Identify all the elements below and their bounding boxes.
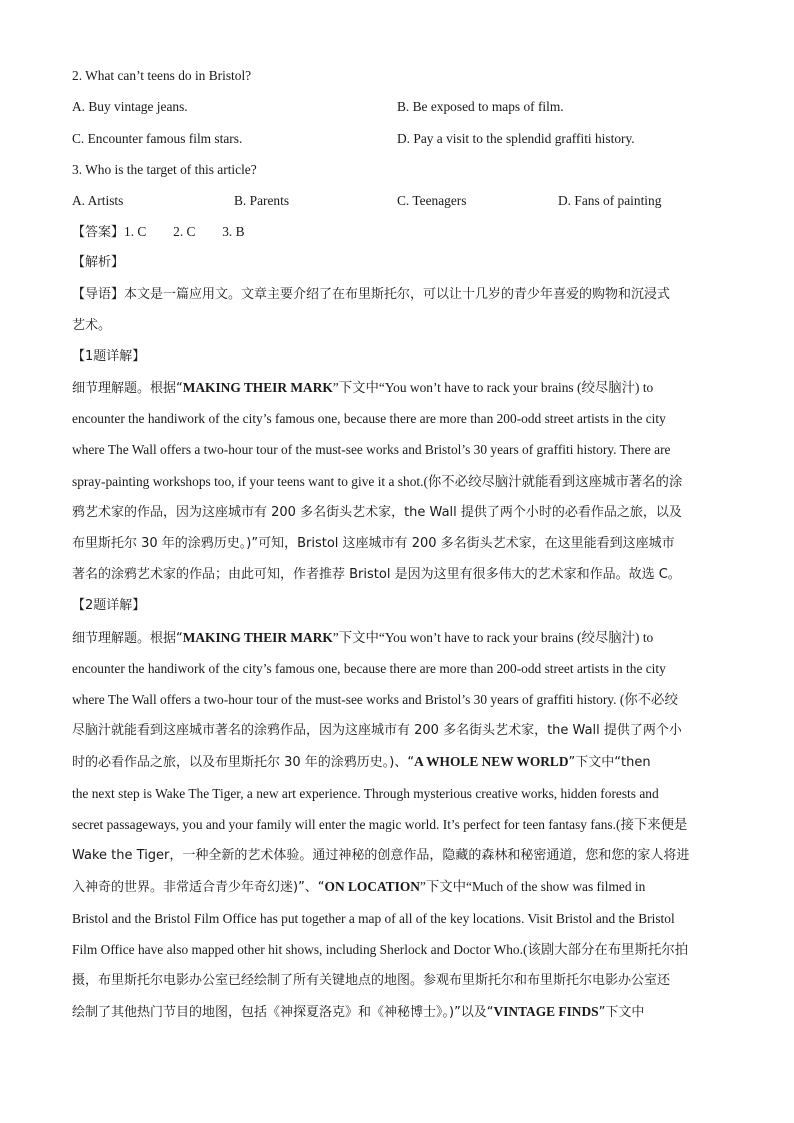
q2-detail-line-12: 摄，布里斯托尔电影办公室已经绘制了所有关键地点的地图。参观布里斯托尔和布里斯托尔电影办公室还 — [72, 973, 671, 988]
q2-line5-pre: 时的必看作品之旅，以及布里斯托尔 30 年的涂鸦历史。)、“ — [72, 755, 415, 770]
q2-line1-pre: 细节理解题。根据“ — [72, 631, 183, 646]
answer-values: 1. C 2. C 3. B — [124, 224, 245, 239]
q1-detail-line-3: where The Wall offers a two-hour tour of the must-see works and Bristol’s 30 years of graffiti history. There are — [72, 442, 671, 457]
question-2-option-d: D. Pay a visit to the splendid graffiti history. — [397, 131, 635, 146]
q2-line13-bold: VINTAGE FINDS — [493, 1004, 599, 1019]
q1-detail-heading: 【1题详解】 — [72, 349, 146, 364]
q2-line5-post: ”下文中“then — [568, 755, 651, 770]
question-2-option-b: B. Be exposed to maps of film. — [397, 99, 564, 114]
answer-line — [72, 223, 245, 242]
q2-line9-pre: 入神奇的世界。非常适合青少年奇幻迷)”、“ — [72, 880, 325, 895]
q1-line1-post: ”下文中“You won’t have to rack your brains (绞尽脑汁) to — [332, 380, 654, 395]
q2-detail-line-7: secret passageways, you and your family will enter the magic world. It’s perfect for teen fantasy fans.(接下来便是 — [72, 817, 688, 832]
q2-line1-post: ”下文中“You won’t have to rack your brains (绞尽脑汁) to — [332, 630, 654, 645]
q2-line9-bold: ON LOCATION — [324, 879, 420, 894]
q2-detail-line-3: where The Wall offers a two-hour tour of the must-see works and Bristol’s 30 years of graffiti history. (你不必绞 — [72, 692, 678, 707]
q2-detail-heading: 【2题详解】 — [72, 598, 146, 613]
question-3-option-c: C. Teenagers — [397, 193, 467, 208]
intro-text-1: 本文是一篇应用文。文章主要介绍了在布里斯托尔，可以让十几岁的青少年喜爱的购物和沉浸式 — [124, 287, 671, 302]
intro-line-2: 艺术。 — [72, 318, 112, 333]
question-2-option-c: C. Encounter famous film stars. — [72, 131, 243, 146]
intro-line-1 — [72, 286, 670, 304]
q1-detail-line-2: encounter the handiwork of the city’s famous one, because there are more than 200-odd street artists in the city — [72, 411, 666, 426]
q1-detail-line-4: spray-painting workshops too, if your teens want to give it a shot.(你不必绞尽脑汁就能看到这座城市著名的涂 — [72, 474, 683, 489]
q1-detail-line-5: 鸦艺术家的作品，因为这座城市有 200 多名街头艺术家，the Wall 提供了两个小时的必看作品之旅，以及 — [72, 505, 682, 520]
q2-detail-line-13 — [72, 1003, 644, 1022]
q2-line13-post: ”下文中 — [598, 1005, 645, 1020]
analysis-label: 【解析】 — [72, 255, 125, 270]
q1-line1-bold: MAKING THEIR MARK — [182, 380, 333, 395]
q2-detail-line-4: 尽脑汁就能看到这座城市著名的涂鸦作品，因为这座城市有 200 多名街头艺术家，the Wall 提供了两个小 — [72, 723, 682, 738]
q2-detail-line-8: Wake the Tiger，一种全新的艺术体验。通过神秘的创意作品，隐藏的森林和秘密通道，您和您的家人将进 — [72, 848, 690, 863]
question-3-option-a: A. Artists — [72, 193, 124, 208]
q2-detail-line-1 — [72, 629, 653, 648]
q1-detail-line-1 — [72, 379, 653, 398]
q1-line1-pre: 细节理解题。根据“ — [72, 381, 183, 396]
q2-line5-bold: A WHOLE NEW WORLD — [414, 754, 569, 769]
answer-label: 【答案】 — [72, 225, 125, 240]
q2-line13-pre: 绘制了其他热门节目的地图，包括《神探夏洛克》和《神秘博士》。)”以及“ — [72, 1005, 494, 1020]
q2-line9-post: ”下文中“Much of the show was filmed in — [419, 879, 646, 894]
question-3-option-b: B. Parents — [234, 193, 290, 208]
question-2-stem: 2. What can’t teens do in Bristol? — [72, 68, 252, 83]
intro-label: 【导语】 — [72, 287, 125, 302]
question-3-stem: 3. Who is the target of this article? — [72, 162, 257, 177]
q1-detail-line-6: 布里斯托尔 30 年的涂鸦历史。)”可知，Bristol 这座城市有 200 多名街头艺术家，在这里能看到这座城市 — [72, 536, 675, 551]
q2-detail-line-5 — [72, 753, 651, 772]
question-2-option-a: A. Buy vintage jeans. — [72, 99, 188, 114]
q2-detail-line-6: the next step is Wake The Tiger, a new art experience. Through mysterious creative works, hidden forests and — [72, 786, 659, 801]
q2-detail-line-2: encounter the handiwork of the city’s famous one, because there are more than 200-odd street artists in the city — [72, 661, 666, 676]
q2-detail-line-10: Bristol and the Bristol Film Office has put together a map of all of the key locations. Visit Bristol and the Bristol — [72, 911, 675, 926]
q1-detail-line-7: 著名的涂鸦艺术家的作品；由此可知，作者推荐 Bristol 是因为这里有很多伟大的艺术家和作品。故选 C。 — [72, 567, 681, 582]
q2-detail-line-9 — [72, 878, 645, 897]
q2-detail-line-11: Film Office have also mapped other hit shows, including Sherlock and Doctor Who.(该剧大部分在布里斯托尔拍 — [72, 942, 689, 957]
question-3-option-d: D. Fans of painting — [558, 193, 662, 208]
q2-line1-bold: MAKING THEIR MARK — [182, 630, 333, 645]
